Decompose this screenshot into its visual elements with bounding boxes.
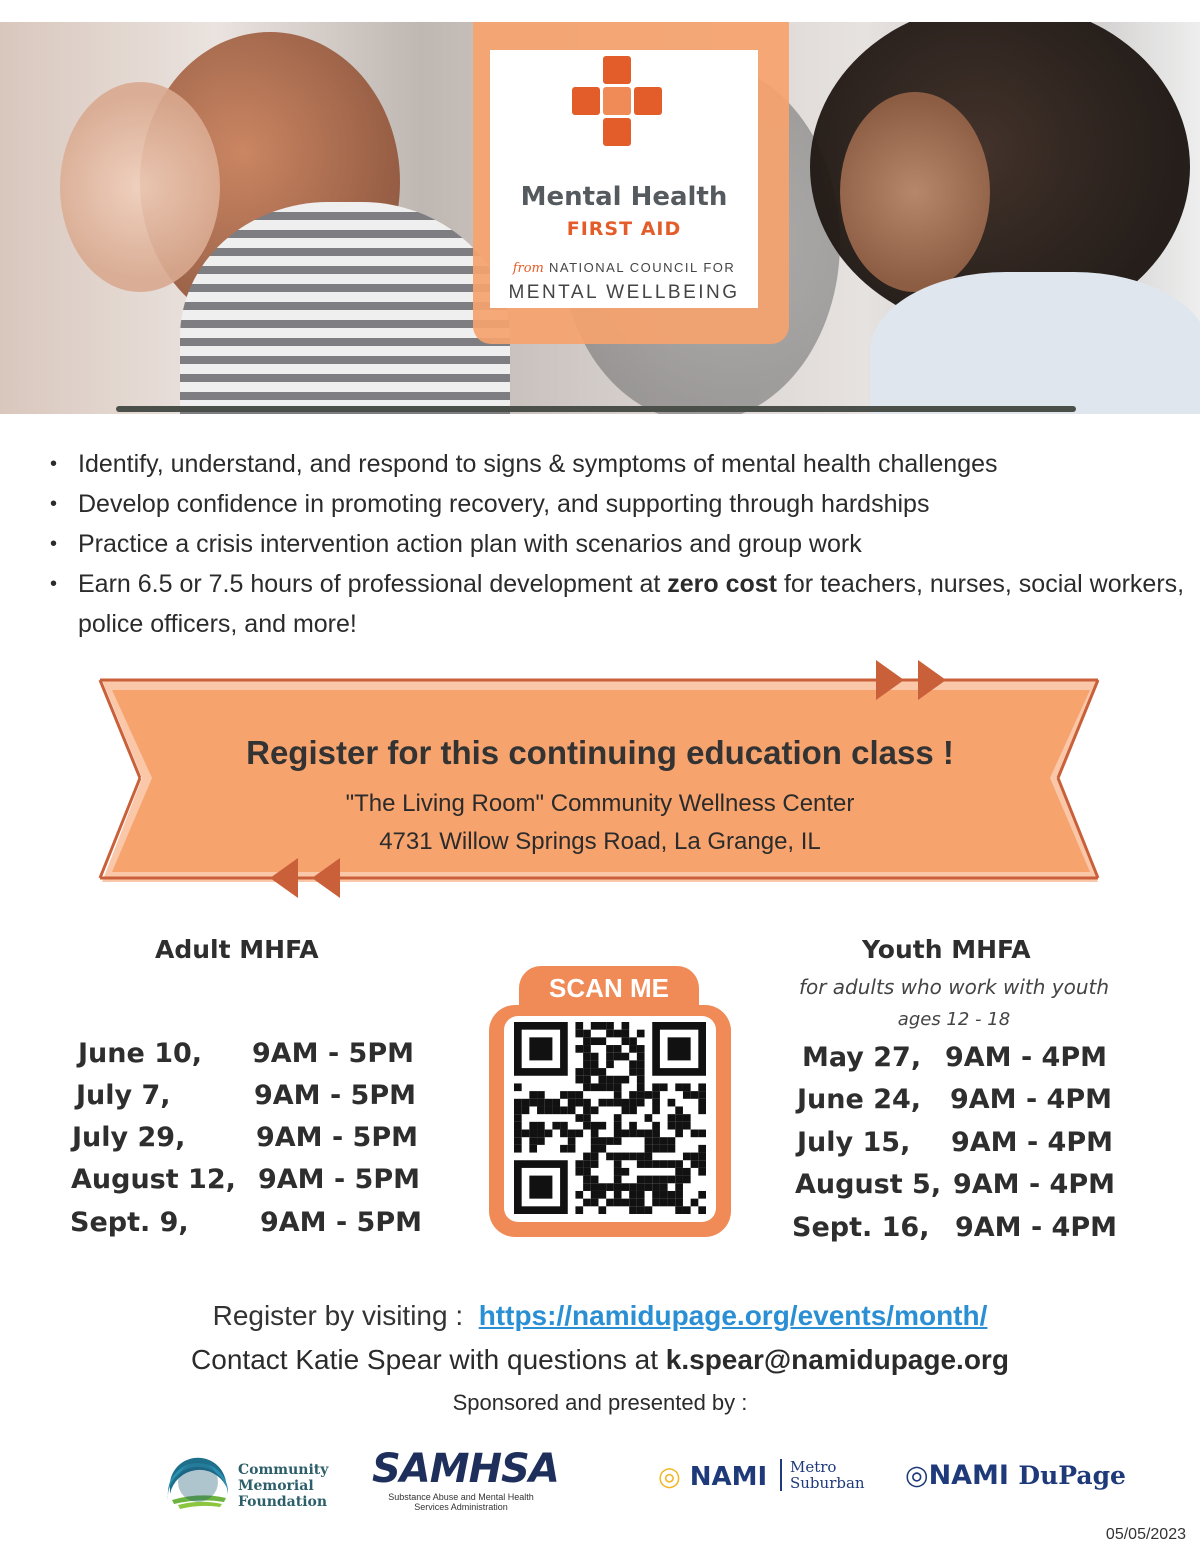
logo-line1: Mental Health	[520, 182, 728, 212]
adult-time: 9AM - 5PM	[254, 1080, 416, 1111]
adult-time: 9AM - 5PM	[256, 1122, 418, 1153]
youth-date: June 24,	[797, 1084, 922, 1115]
qr-code-icon[interactable]	[514, 1022, 706, 1214]
register-line: Register by visiting : https://namidupage.org/events/month/	[212, 1300, 988, 1331]
contact-line: Contact Katie Spear with questions at k.spear@namidupage.org	[191, 1344, 1009, 1375]
date-stamp: 05/05/2023	[1105, 1526, 1186, 1543]
cmf-logo-text: Community Memorial Foundation	[238, 1462, 329, 1510]
logo-line3: from NATIONAL COUNCIL FOR	[512, 260, 736, 276]
nami-metro-subtitle: Metro Suburban	[780, 1459, 865, 1491]
youth-date: August 5,	[795, 1169, 942, 1200]
adult-date: August 12,	[71, 1164, 236, 1195]
youth-subtitle: for adults who work with youth	[798, 975, 1110, 999]
mhfa-logo	[490, 50, 758, 308]
venue-name: "The Living Room" Community Wellness Center	[345, 790, 855, 817]
qr-label: SCAN ME	[549, 973, 669, 1003]
youth-age-range: ages 12 - 18	[897, 1009, 1011, 1030]
youth-date: July 15,	[797, 1127, 911, 1158]
adult-time: 9AM - 5PM	[252, 1038, 414, 1069]
adult-heading: Adult MHFA	[155, 935, 319, 964]
benefits-list	[50, 444, 1190, 644]
adult-date: Sept. 9,	[70, 1207, 189, 1238]
nami-metro-logo: ◎ NAMI	[658, 1462, 768, 1492]
cmf-logo-icon	[166, 1456, 230, 1512]
youth-heading: Youth MHFA	[862, 935, 1031, 964]
adult-date: July 7,	[76, 1080, 171, 1111]
nami-swirl-icon: ◎	[905, 1460, 929, 1491]
adult-date: June 10,	[78, 1038, 203, 1069]
youth-time: 9AM - 4PM	[950, 1084, 1112, 1115]
youth-time: 9AM - 4PM	[945, 1042, 1107, 1073]
contact-email-link[interactable]: k.spear@namidupage.org	[665, 1344, 1009, 1375]
venue-address: 4731 Willow Springs Road, La Grange, IL	[379, 828, 821, 855]
logo-line2: FIRST AID	[566, 218, 682, 240]
samhsa-subtitle: Substance Abuse and Mental Health Services Administration	[388, 1492, 534, 1512]
adult-time: 9AM - 5PM	[258, 1164, 420, 1195]
nami-swirl-icon: ◎	[658, 1462, 681, 1492]
youth-time: 9AM - 4PM	[955, 1212, 1117, 1243]
logo-line4: MENTAL WELLBEING	[508, 282, 740, 303]
photo-figure	[840, 92, 990, 292]
adult-date: July 29,	[72, 1122, 186, 1153]
list-item: • Develop confidence in promoting recovery, and supporting through hardships	[50, 484, 1190, 524]
youth-time: 9AM - 4PM	[951, 1127, 1113, 1158]
ribbon-banner	[0, 660, 1200, 900]
divider	[116, 406, 1076, 412]
youth-time: 9AM - 4PM	[953, 1169, 1115, 1200]
nami-dupage-logo: ◎NAMI DuPage	[905, 1460, 1126, 1491]
list-item: • Identify, understand, and respond to signs & symptoms of mental health challenges	[50, 444, 1190, 484]
youth-date: Sept. 16,	[792, 1212, 930, 1243]
list-item: • Practice a crisis intervention action plan with scenarios and group work	[50, 524, 1190, 564]
photo-figure	[870, 272, 1200, 414]
banner-title: Register for this continuing education class !	[246, 734, 954, 771]
register-link[interactable]: https://namidupage.org/events/month/	[478, 1300, 988, 1331]
samhsa-logo: SAMHSA	[372, 1446, 559, 1492]
photo-figure	[60, 82, 220, 292]
adult-time: 9AM - 5PM	[260, 1207, 422, 1238]
sponsored-by: Sponsored and presented by :	[452, 1390, 748, 1415]
list-item: • Earn 6.5 or 7.5 hours of professional development at zero cost for teachers, nurses, social workers, police officers, and more!	[50, 564, 1190, 644]
youth-date: May 27,	[802, 1042, 922, 1073]
cross-icon	[572, 56, 662, 150]
